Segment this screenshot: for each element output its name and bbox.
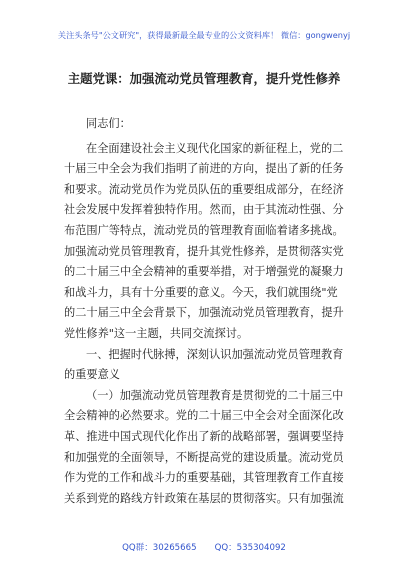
- body-line: 十届三中全会为我们指明了前进的方向，提出了新的任务: [64, 162, 344, 176]
- document-title: 主题党课：加强流动党员管理教育，提升党性修养: [67, 71, 341, 86]
- body-line: 作为党的工作和战斗力的重要基础，其管理教育工作直接: [64, 471, 344, 485]
- body-line: 和加强党的全面领导，不断提高党的建设质量。流动党员: [64, 450, 344, 464]
- body-line: 加强流动党员管理教育，提升其党性修养，是贯彻落实党: [64, 244, 344, 258]
- section-heading: 的重要意义: [64, 368, 120, 382]
- contact-footer: [0, 541, 408, 553]
- body-line: 和战斗力，具有十分重要的意义。今天，我们就围绕"党: [64, 285, 338, 299]
- body-line: 在全面建设社会主义现代化国家的新征程上，党的二: [86, 141, 344, 155]
- body-line: 布范围广等特点，流动党员的管理教育面临着诸多挑战。: [64, 223, 344, 237]
- qq-text: QQ：535304092: [214, 543, 286, 553]
- body-line: 社会发展中发挥着独特作用。然而，由于其流动性强、分: [64, 203, 344, 217]
- body-line: 全会精神的必然要求。党的二十届三中全会对全面深化改: [64, 409, 344, 423]
- qq-group-text: QQ群：30265665: [122, 543, 197, 553]
- body-line: 的二十届三中全会精神的重要举措，对于增强党的凝聚力: [64, 265, 344, 279]
- body-line: 的二十届三中全会背景下，加强流动党员管理教育，提升: [64, 306, 344, 320]
- body-line: 关系到党的路线方针政策在基层的贯彻落实。只有加强流: [64, 491, 344, 505]
- promo-header: 关注头条号"公文研究"，获得最新最全最专业的公文资料库！ 微信：gongwenyj: [57, 30, 351, 40]
- body-line: 党性修养"这一主题，共同交流探讨。: [64, 326, 249, 340]
- body-line: 革、推进中国式现代化作出了新的战略部署，强调要坚持: [64, 429, 344, 443]
- document-body: [64, 114, 354, 509]
- body-line: （一）加强流动党员管理教育是贯彻党的二十届三中: [86, 388, 344, 402]
- body-line: 和要求。流动党员作为党员队伍的重要组成部分，在经济: [64, 182, 344, 196]
- salutation: 同志们：: [86, 117, 131, 130]
- section-heading: 一、把握时代脉搏，深刻认识加强流动党员管理教育: [86, 347, 344, 361]
